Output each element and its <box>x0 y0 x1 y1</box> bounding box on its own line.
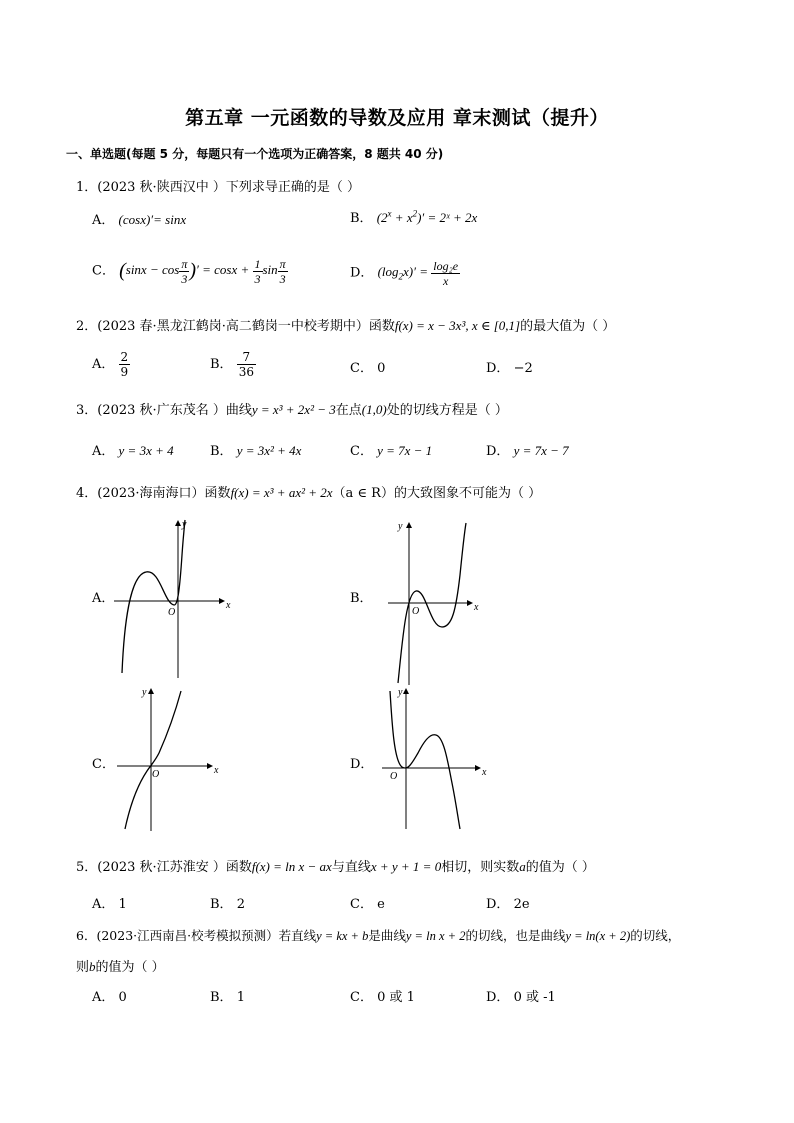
q6-label-d: D． <box>486 990 510 1005</box>
q6-a-value: 0 <box>118 990 127 1005</box>
q3-option-d <box>486 440 569 459</box>
q3-d-formula: y = 7x − 7 <box>513 443 569 458</box>
q2-d-value: −2 <box>513 361 533 376</box>
q4-graph-b <box>378 515 483 690</box>
q1-label-c: C． <box>92 263 115 279</box>
q3-label-c: C． <box>350 444 373 459</box>
q1-a-formula: (cosx)′= sinx <box>118 212 187 227</box>
q5-b-value: 2 <box>236 897 245 912</box>
q3-stem <box>76 399 508 418</box>
q5-stem-post: 的值为（ ） <box>525 860 595 875</box>
q4-graph-a <box>112 515 237 680</box>
q1-option-c <box>92 257 288 286</box>
q4-stem-pre: 4．(2023·海南海口）函数 <box>76 486 231 501</box>
q3-stem-mid: 在点 <box>335 403 362 418</box>
q4-stem-post: 的大致图象不可能为（ ） <box>393 486 542 501</box>
q2-b-num: 7 <box>237 350 256 365</box>
q1-c-pi2: π <box>279 257 286 271</box>
q5-label-b: B． <box>210 897 233 912</box>
q5-stem <box>76 856 595 875</box>
y-label: y <box>142 687 147 698</box>
q1-option-a <box>92 209 186 228</box>
q6-stem <box>76 926 680 944</box>
q6-stem-mid2: 的切线，也是曲线 <box>465 928 566 943</box>
q6-line: y = kx + b <box>316 929 369 943</box>
q4-label-b: B． <box>350 591 373 606</box>
q3-option-b <box>210 440 301 459</box>
q4-label-a: A． <box>92 591 115 606</box>
q4-label-d: D． <box>350 757 374 772</box>
q5-stem-mid2: 相切，则实数 <box>441 860 520 875</box>
q6-curve2: y = ln(x + 2) <box>565 929 631 943</box>
q6-option-c <box>350 986 415 1005</box>
q3-c-formula: y = 7x − 1 <box>377 443 433 458</box>
x-axis-arrow <box>207 763 213 769</box>
q2-label-c: C． <box>350 361 373 376</box>
q5-stem-mid: 与直线 <box>331 860 371 875</box>
q6-stem-mid: 是曲线 <box>368 928 406 943</box>
q1-label-b: B． <box>350 211 373 226</box>
q2-stem-post: 的最大值为（ ） <box>520 319 616 334</box>
q2-label-a: A． <box>92 357 115 372</box>
q2-a-den: 9 <box>120 365 129 379</box>
y-axis-arrow <box>403 688 409 694</box>
q2-option-b <box>210 350 256 379</box>
q1-c-post: sin <box>262 262 278 278</box>
origin-label: O <box>390 771 398 782</box>
q1-d-num: log₂e <box>433 259 459 273</box>
q1-d-formula: $(\log_2x)'$ = $\frac{\text{log₂e}}{x}$ <box>377 259 459 288</box>
y-axis-arrow <box>175 520 181 526</box>
q1-c-mid: = cosx + <box>202 262 250 278</box>
q2-b-den: 36 <box>238 365 254 379</box>
q1-b-rest: = 2ˣ + 2x <box>427 210 478 225</box>
q3-option-c <box>350 440 432 459</box>
q6-c-value: 0 或 1 <box>377 990 415 1005</box>
q3-stem-post: 处的切线方程是（ ） <box>386 403 508 418</box>
page-title: 第五章 一元函数的导数及应用 章末测试（提升） <box>185 107 609 129</box>
q6-stem-line2 <box>76 956 165 975</box>
q5-label-a: A． <box>92 897 115 912</box>
curve <box>390 691 460 829</box>
q6-label-a: A． <box>92 990 115 1005</box>
curve <box>125 691 181 829</box>
origin-label: O <box>412 606 420 617</box>
y-label: y <box>182 519 187 530</box>
q2-stem-pre: 2．(2023 春·黑龙江鹤岗·高二鹤岗一中校考期中）函数 <box>76 319 395 334</box>
origin-label: O <box>152 769 160 780</box>
q5-option-d <box>486 893 530 912</box>
q1-c-one: 1 <box>254 257 261 271</box>
q3-label-b: B． <box>210 444 233 459</box>
y-label: y <box>398 687 403 698</box>
q2-a-num: 2 <box>120 350 129 364</box>
q5-label-c: C． <box>350 897 373 912</box>
x-label: x <box>482 767 487 778</box>
q1-c-three2: 3 <box>254 272 261 286</box>
q6-d-value: 0 或 -1 <box>513 990 556 1005</box>
q3-option-a <box>92 440 174 459</box>
q1-c-three: 3 <box>181 272 188 286</box>
section-heading: 一、单选题(每题 5 分，每题只有一个选项为正确答案，8 题共 40 分) <box>66 147 444 161</box>
q5-option-b <box>210 893 245 912</box>
q6-line2-pre: 则 <box>76 960 90 975</box>
y-label: y <box>398 521 403 532</box>
q1-d-post: x)′ = <box>403 264 428 280</box>
q1-c-pre: sinx − cos <box>125 262 180 278</box>
q3-b-formula: y = 3x² + 4x <box>236 443 302 458</box>
y-axis-arrow <box>148 688 154 694</box>
q5-c-value: e <box>377 897 385 912</box>
q3-point: (1,0) <box>361 402 387 417</box>
x-axis-arrow <box>475 765 481 771</box>
q3-label-d: D． <box>486 444 510 459</box>
x-axis-arrow <box>467 600 473 606</box>
q6-label-c: C． <box>350 990 373 1005</box>
q1-option-b <box>350 207 477 226</box>
q1-label-a: A． <box>92 213 115 228</box>
x-label: x <box>226 600 231 611</box>
q2-formula: f(x) = x − 3x³, x ∈ [0,1] <box>394 318 521 333</box>
q4-stem <box>76 482 541 501</box>
q3-a-formula: y = 3x + 4 <box>118 443 174 458</box>
q2-option-c <box>350 357 385 376</box>
origin-label: O <box>168 607 176 618</box>
q1-d-pre: (log <box>377 264 399 280</box>
q6-stem-pre: 6．(2023·江西南昌·校考模拟预测）若直线 <box>76 928 317 943</box>
q6-label-b: B． <box>210 990 233 1005</box>
q4-formula: f(x) = x³ + ax² + 2x <box>230 485 333 500</box>
x-label: x <box>474 602 479 613</box>
q1-d-den: x <box>443 274 449 288</box>
q5-d-value: 2e <box>513 897 530 912</box>
q5-a-value: 1 <box>118 897 127 912</box>
q4-cond: （a ∈ R） <box>332 486 394 501</box>
q5-option-a <box>92 893 127 912</box>
q6-line2-post: 的值为（ ） <box>95 960 165 975</box>
q6-option-a <box>92 986 127 1005</box>
q1-b-main: (2 <box>376 210 388 225</box>
q3-label-a: A． <box>92 444 115 459</box>
q6-var: b <box>89 959 96 974</box>
q6-b-value: 1 <box>236 990 245 1005</box>
q5-var: a <box>519 859 526 874</box>
q1-c-formula: (sinx − cos $\frac{\pi}{3}$ )′ = cosx + $\frac{1}{3}$ sin $\frac{\pi}{3}$ <box>119 257 286 286</box>
x-label: x <box>214 765 219 776</box>
q4-label-c: C． <box>92 757 115 772</box>
q5-label-d: D． <box>486 897 510 912</box>
curve <box>122 520 185 673</box>
q1-option-d <box>350 259 460 288</box>
y-axis-arrow <box>406 522 412 528</box>
q1-label-d: D． <box>350 265 374 281</box>
q2-option-a <box>92 350 130 379</box>
q5-option-c <box>350 893 385 912</box>
q4-graph-c <box>115 683 225 833</box>
q5-line: x + y + 1 = 0 <box>370 859 442 874</box>
x-axis-arrow <box>219 598 225 604</box>
q1-c-pi: π <box>181 257 188 271</box>
q6-option-d <box>486 986 556 1005</box>
q3-stem-pre: 3．(2023 秋·广东茂名 ）曲线 <box>76 403 252 418</box>
q5-stem-pre: 5．(2023 秋·江苏淮安 ）函数 <box>76 860 252 875</box>
q6-option-b <box>210 986 245 1005</box>
q2-stem <box>76 315 615 334</box>
q1-c-three3: 3 <box>279 272 286 286</box>
q6-stem-post: 的切线， <box>630 928 681 943</box>
q2-c-value: 0 <box>377 361 386 376</box>
q6-curve1: y = ln x + 2 <box>405 929 466 943</box>
q1-stem: 1．(2023 秋·陕西汉中 ）下列求导正确的是（ ） <box>76 180 360 195</box>
q1-b-formula: $(2^x + x^2)'$ = 2ˣ + 2x <box>376 208 478 225</box>
q2-label-b: B． <box>210 357 233 372</box>
q5-formula: f(x) = ln x − ax <box>251 859 332 874</box>
q2-label-d: D． <box>486 361 510 376</box>
q4-graph-d <box>378 683 488 833</box>
q2-option-d <box>486 357 533 376</box>
q3-formula: y = x³ + 2x² − 3 <box>251 402 336 417</box>
